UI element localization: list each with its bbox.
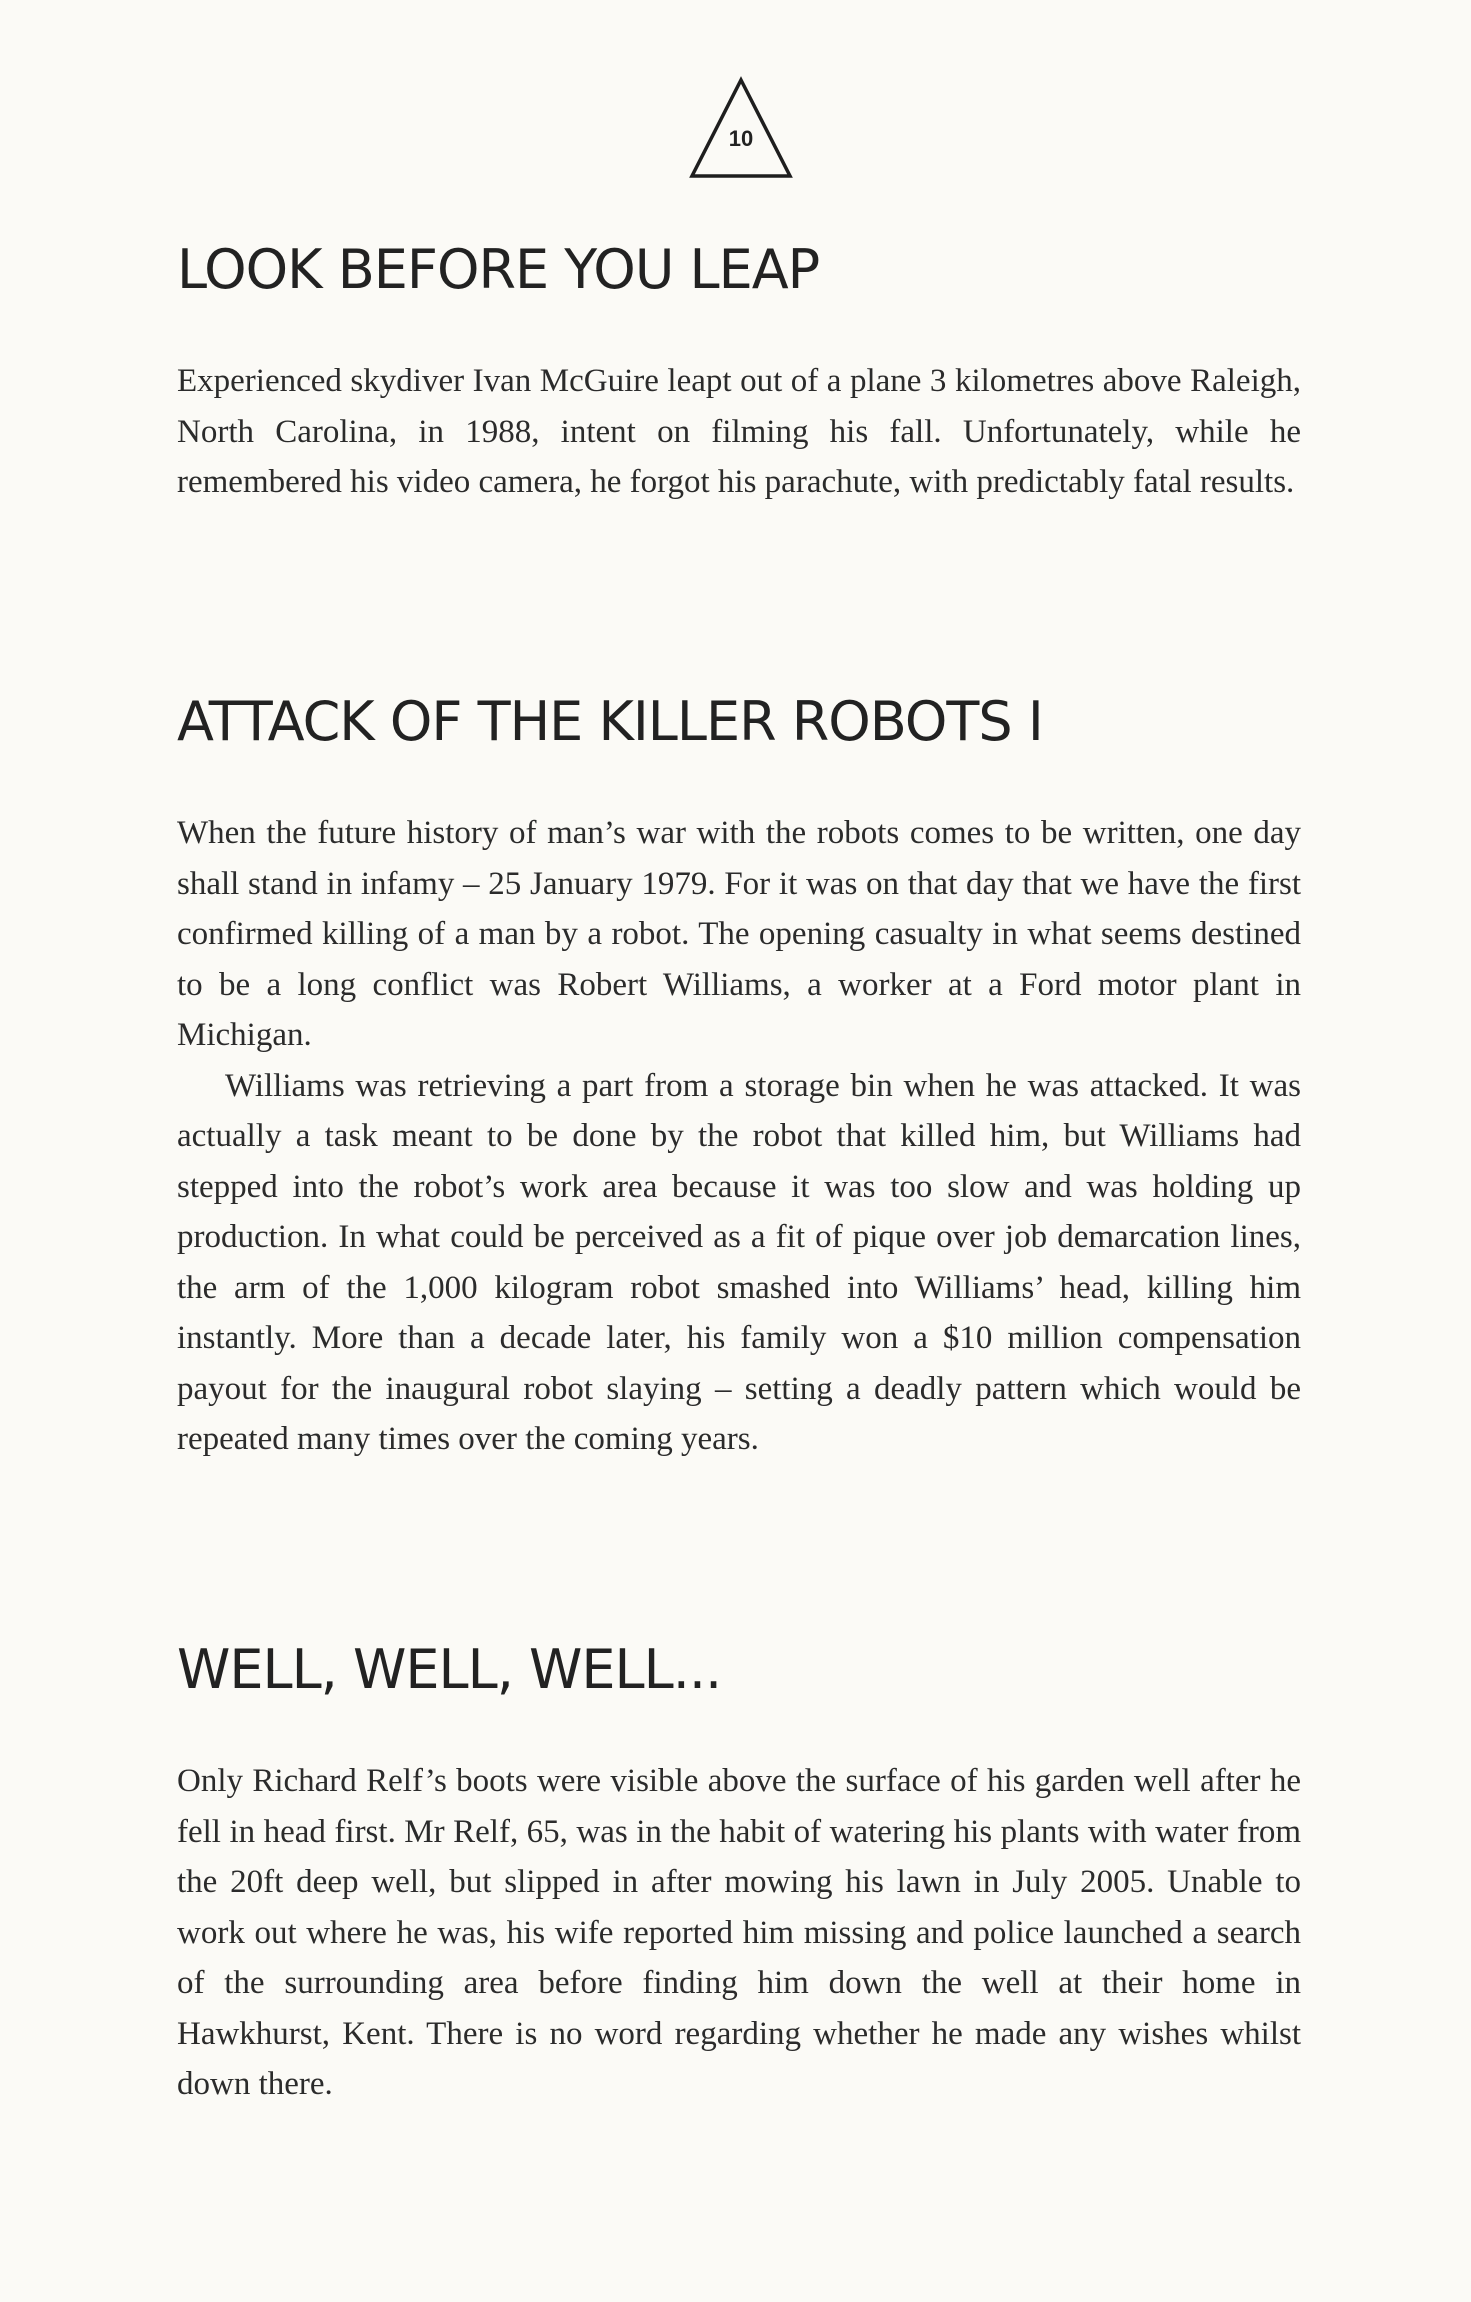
page-number-badge [686, 76, 796, 180]
paragraph: When the future history of man’s war with the robots comes to be written, one day shall stand in infamy – 25 January 1979. For it was on that day that we have the first confirmed killing of a man by a robot. The opening casualty in what seems destined to be a long conflict was Robert Williams, a worker at a Ford motor plant in Michigan. [177, 815, 1301, 1053]
section-heading: ATTACK OF THE KILLER ROBOTS I [177, 690, 1043, 753]
section-well-well-well [177, 1638, 1301, 2110]
section-heading: LOOK BEFORE YOU LEAP [177, 238, 820, 301]
section-attack-of-the-killer-robots [177, 690, 1301, 1465]
paragraph: Experienced skydiver Ivan McGuire leapt out of a plane 3 kilometres above Raleigh, North Carolina, in 1988, intent on filming his fall. Unfortunately, while he remembered his video camera, he forgot his parachute, with predictably fatal results. [177, 363, 1301, 500]
paragraph: Williams was retrieving a part from a storage bin when he was attacked. It was actually a task meant to be done by the robot that killed him, but Williams had stepped into the robot’s work area because it was too slow and was holding up production. In what could be perceived as a fit of pique over job demarcation lines, the arm of the 1,000 kilogram robot smashed into Williams’ head, killing him instantly. More than a decade later, his family won a $10 million compensation payout for the inaugural robot slaying – setting a deadly pattern which would be repeated many times over the coming years. [177, 1067, 1301, 1457]
page-number: 10 [728, 126, 754, 151]
paragraph: Only Richard Relf’s boots were visible above the surface of his garden well after he fell in head first. Mr Relf, 65, was in the habit of watering his plants with water from the 20ft deep well, but slipped in after mowing his lawn in July 2005. Unable to work out where he was, his wife reported him missing and police launched a search of the surrounding area before finding him down the well at their home in Hawkhurst, Kent. There is no word regarding whether he made any wishes whilst down there. [177, 1763, 1301, 2102]
section-heading: WELL, WELL, WELL... [177, 1638, 722, 1701]
section-look-before-you-leap [177, 238, 1301, 508]
